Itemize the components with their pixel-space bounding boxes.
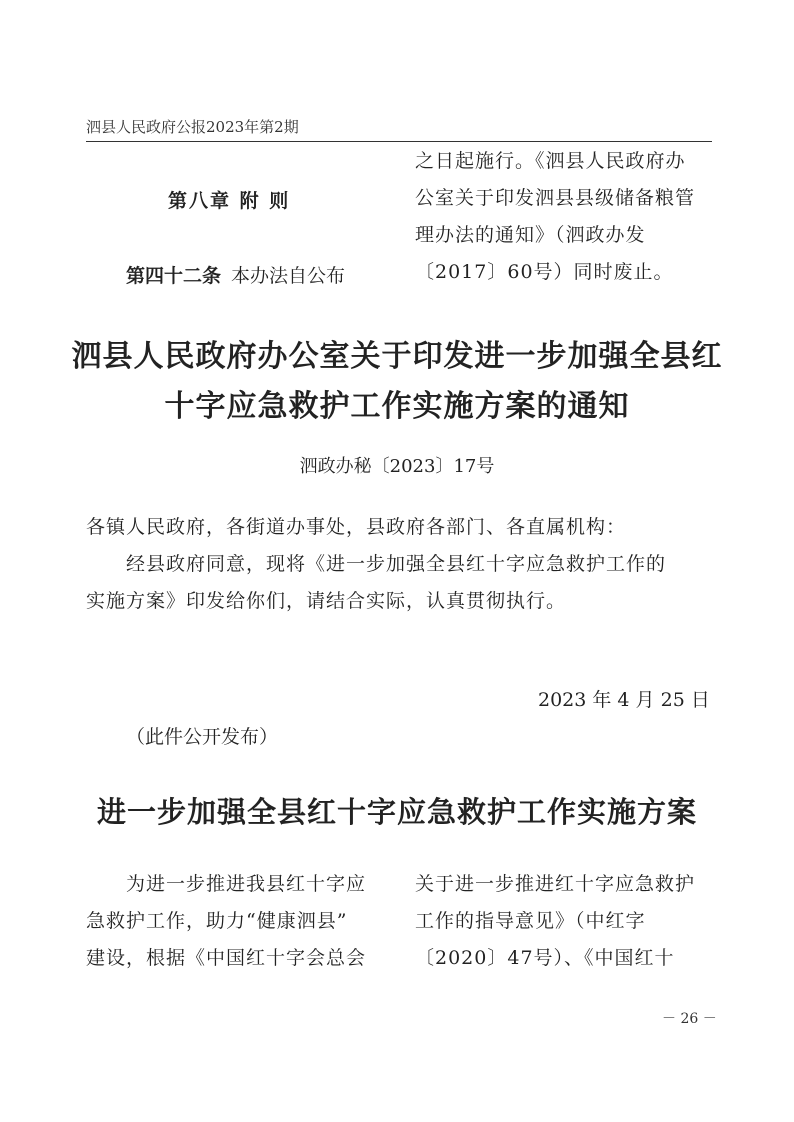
notice-body-line: 各镇人民政府，各街道办事处，县政府各部门、各直属机构： (86, 516, 627, 538)
article-line (126, 261, 345, 288)
chapter-title: 第八章 附 则 (168, 190, 291, 212)
text-line: 为进一步推进我县红十字应 (86, 873, 367, 895)
notice-title-line-2: 十字应急救护工作实施方案的通知 (164, 389, 630, 424)
header-rule (86, 141, 712, 142)
prev-section-right-column (415, 143, 715, 291)
text-line: 之日起施行。《泗县人民政府办 (415, 150, 686, 172)
plan-title: 进一步加强全县红十字应急救护工作实施方案 (96, 795, 697, 829)
notice-body-line: 经县政府同意，现将《进一步加强全县红十字应急救护工作的 (86, 553, 667, 575)
notice-body-line: 实施方案》印发给你们，请结合实际，认真贯彻执行。 (86, 590, 567, 612)
text-line: 〔2017〕60号）同时废止。 (415, 261, 674, 283)
publish-note: （此件公开发布） (126, 726, 279, 748)
running-header: 泗县人民政府公报2023年第2期 (86, 118, 299, 136)
text-line: 公室关于印发泗县县级储备粮管 (415, 187, 696, 209)
notice-title-line-1: 泗县人民政府办公室关于印发进一步加强全县红 (71, 339, 723, 374)
text-line: 急救护工作，助力“健康泗县” (86, 910, 348, 932)
document-number: 泗政办秘〔2023〕17号 (299, 456, 495, 477)
text-line: 工作的指导意见》（中红字 (415, 910, 646, 932)
text-line: 理办法的通知》（泗政办发 (415, 224, 646, 246)
article-text: 本办法自公布 (231, 265, 346, 287)
page-number: － 26 － (662, 1011, 717, 1027)
plan-right-column (415, 866, 715, 977)
text-line: 建设，根据《中国红十字会总会 (86, 947, 367, 969)
article-label: 第四十二条 (126, 265, 222, 287)
text-line: 〔2020〕47号）、《中国红十 (415, 947, 675, 969)
plan-left-column (86, 866, 396, 977)
issue-date: 2023 年 4 月 25 日 (538, 689, 710, 711)
text-line: 关于进一步推进红十字应急救护 (415, 873, 696, 895)
